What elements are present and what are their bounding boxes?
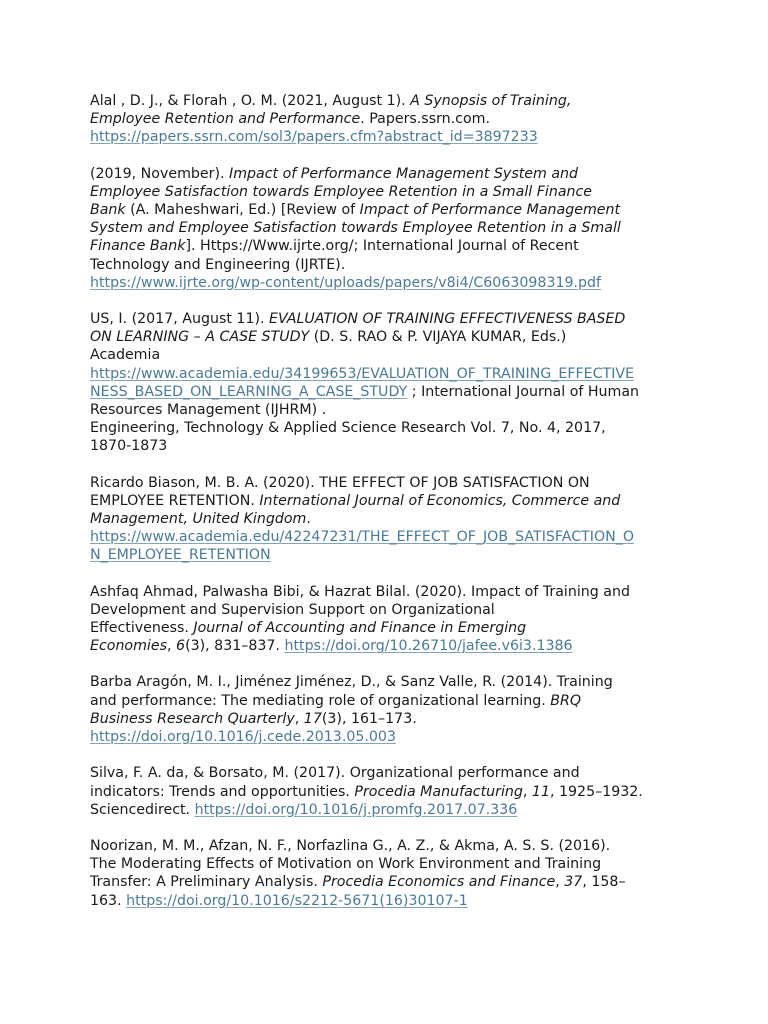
reference-line — [90, 110, 680, 128]
reference-line — [90, 274, 680, 292]
reference-italic-text: 17 — [303, 710, 322, 727]
reference-line — [90, 219, 680, 237]
reference-entry — [90, 837, 680, 910]
reference-italic-text: Employee Retention and Performance — [90, 111, 361, 128]
reference-line — [90, 92, 680, 110]
reference-italic-text: Management, United Kingdom — [90, 511, 307, 528]
reference-entry — [90, 673, 680, 746]
reference-text: Noorizan, M. M., Afzan, N. F., Norfazlina G., A. Z., & Akma, A. S. S. (2016). — [90, 837, 611, 854]
reference-line — [90, 546, 680, 564]
reference-link[interactable]: NESS_BASED_ON_LEARNING_A_CASE_STUDY — [90, 383, 408, 400]
reference-line — [90, 183, 680, 201]
reference-line — [90, 601, 680, 619]
reference-link[interactable]: https://www.academia.edu/42247231/THE_EFFECT_OF_JOB_SATISFACTION_O — [90, 529, 635, 546]
reference-entry — [90, 474, 680, 565]
reference-line — [90, 383, 680, 401]
reference-entry — [90, 92, 680, 147]
reference-text: , — [294, 710, 304, 727]
reference-line — [90, 528, 680, 546]
reference-text: . Papers.ssrn.com. — [360, 111, 490, 128]
reference-text: Ashfaq Ahmad, Palwasha Bibi, & Hazrat Bilal. (2020). Impact of Training and — [90, 583, 631, 600]
reference-line — [90, 401, 680, 419]
reference-link[interactable]: https://www.academia.edu/34199653/EVALUATION_OF_TRAINING_EFFECTIVE — [90, 365, 635, 382]
reference-entry — [90, 165, 680, 292]
reference-entry — [90, 583, 680, 656]
reference-line — [90, 510, 680, 528]
reference-italic-text: 6 — [176, 638, 186, 655]
reference-text: Resources Management (IJHRM) . — [90, 402, 327, 419]
reference-line — [90, 365, 680, 383]
reference-italic-text: Bank — [90, 202, 126, 219]
reference-line — [90, 310, 680, 328]
reference-line — [90, 437, 680, 455]
reference-link[interactable]: https://doi.org/10.26710/jafee.v6i3.1386 — [284, 638, 573, 655]
reference-text: US, I. (2017, August 11). — [90, 311, 270, 328]
reference-link[interactable]: https://doi.org/10.1016/j.promfg.2017.07.336 — [194, 801, 518, 818]
reference-italic-text: Impact of Performance Management — [359, 202, 621, 219]
reference-line — [90, 892, 680, 910]
reference-text: 1870-1873 — [90, 438, 168, 455]
reference-text: , 158– — [582, 874, 626, 891]
reference-text: Effectiveness. — [90, 620, 194, 637]
reference-italic-text: Economies — [90, 638, 167, 655]
reference-line — [90, 673, 680, 691]
reference-text: (2019, November). — [90, 165, 230, 182]
reference-text: , — [167, 638, 177, 655]
reference-text: EMPLOYEE RETENTION. — [90, 492, 260, 509]
reference-text: and performance: The mediating role of organizational learning. — [90, 692, 551, 709]
reference-line — [90, 855, 680, 873]
reference-line — [90, 346, 680, 364]
reference-line — [90, 256, 680, 274]
reference-line — [90, 710, 680, 728]
reference-italic-text: Procedia Manufacturing — [354, 783, 523, 800]
reference-italic-text: A Synopsis of Training, — [410, 93, 572, 109]
reference-line — [90, 837, 680, 855]
reference-text: (D. S. RAO & P. VIJAYA KUMAR, Eds.) — [309, 329, 567, 346]
reference-line — [90, 492, 680, 510]
reference-line — [90, 692, 680, 710]
reference-italic-text: Journal of Accounting and Finance in Emerging — [193, 620, 527, 637]
reference-italic-text: 37 — [564, 874, 583, 891]
reference-italic-text: ON LEARNING – A CASE STUDY — [90, 329, 310, 346]
reference-text: Alal , D. J., & Florah , O. M. (2021, August 1). — [90, 93, 411, 109]
reference-line — [90, 237, 680, 255]
reference-link[interactable]: https://www.ijrte.org/wp-content/uploads/papers/v8i4/C6063098319.pdf — [90, 274, 602, 291]
reference-line — [90, 728, 680, 746]
reference-italic-text: System and Employee Satisfaction towards Employee Retention in a Small — [90, 220, 621, 237]
reference-entry — [90, 764, 680, 819]
reference-italic-text: EVALUATION OF TRAINING EFFECTIVENESS BASED — [269, 311, 626, 328]
reference-italic-text: International Journal of Economics, Commerce and — [259, 492, 621, 509]
reference-text: (A. Maheshwari, Ed.) [Review of — [125, 202, 360, 219]
reference-text: , 1925–1932. — [549, 783, 643, 800]
reference-link[interactable]: N_EMPLOYEE_RETENTION — [90, 547, 271, 564]
reference-line — [90, 165, 680, 183]
reference-italic-text: 11 — [531, 783, 550, 800]
reference-italic-text: Finance Bank — [90, 238, 186, 255]
reference-italic-text: Employee Satisfaction towards Employee Retention in a Small Finance — [90, 183, 593, 200]
reference-link[interactable]: https://doi.org/10.1016/j.cede.2013.05.003 — [90, 729, 396, 746]
reference-list — [90, 92, 680, 928]
reference-text: Transfer: A Preliminary Analysis. — [90, 874, 323, 891]
reference-link[interactable]: https://doi.org/10.1016/s2212-5671(16)30107-1 — [126, 892, 468, 909]
reference-line — [90, 201, 680, 219]
reference-text: Silva, F. A. da, & Borsato, M. (2017). Organizational performance and — [90, 765, 580, 782]
reference-text: . — [306, 511, 311, 528]
reference-line — [90, 583, 680, 601]
reference-line — [90, 474, 680, 492]
reference-text: (3), 831–837. — [185, 638, 285, 655]
reference-italic-text: Procedia Economics and Finance — [322, 874, 556, 891]
reference-italic-text: BRQ — [550, 692, 582, 709]
reference-line — [90, 873, 680, 891]
reference-line — [90, 128, 680, 146]
reference-text: 163. — [90, 892, 127, 909]
reference-line — [90, 637, 680, 655]
reference-text: Sciencedirect. — [90, 801, 195, 818]
reference-text: ; International Journal of Human — [407, 383, 640, 400]
reference-line — [90, 783, 680, 801]
reference-text: , — [555, 874, 565, 891]
reference-entry — [90, 310, 680, 456]
reference-line — [90, 801, 680, 819]
reference-text: ]. Https://Www.ijrte.org/; International Journal of Recent — [185, 238, 579, 255]
reference-text: (3), 161–173. — [321, 710, 417, 727]
reference-line — [90, 419, 680, 437]
reference-text: Academia — [90, 347, 161, 364]
reference-text: Barba Aragón, M. I., Jiménez Jiménez, D., & Sanz Valle, R. (2014). Training — [90, 674, 613, 691]
reference-text: Development and Supervision Support on Organizational — [90, 601, 495, 618]
reference-italic-text: Impact of Performance Management System and — [229, 165, 579, 182]
reference-line — [90, 764, 680, 782]
reference-text: , — [522, 783, 532, 800]
reference-text: The Moderating Effects of Motivation on Work Environment and Training — [90, 856, 602, 873]
reference-text: Technology and Engineering (IJRTE). — [90, 256, 346, 273]
reference-link[interactable]: https://papers.ssrn.com/sol3/papers.cfm?abstract_id=3897233 — [90, 129, 538, 146]
reference-text: indicators: Trends and opportunities. — [90, 783, 355, 800]
reference-text: Engineering, Technology & Applied Science Research Vol. 7, No. 4, 2017, — [90, 420, 606, 437]
reference-line — [90, 328, 680, 346]
reference-line — [90, 619, 680, 637]
reference-text: Ricardo Biason, M. B. A. (2020). THE EFFECT OF JOB SATISFACTION ON — [90, 474, 590, 491]
reference-italic-text: Business Research Quarterly — [90, 710, 295, 727]
